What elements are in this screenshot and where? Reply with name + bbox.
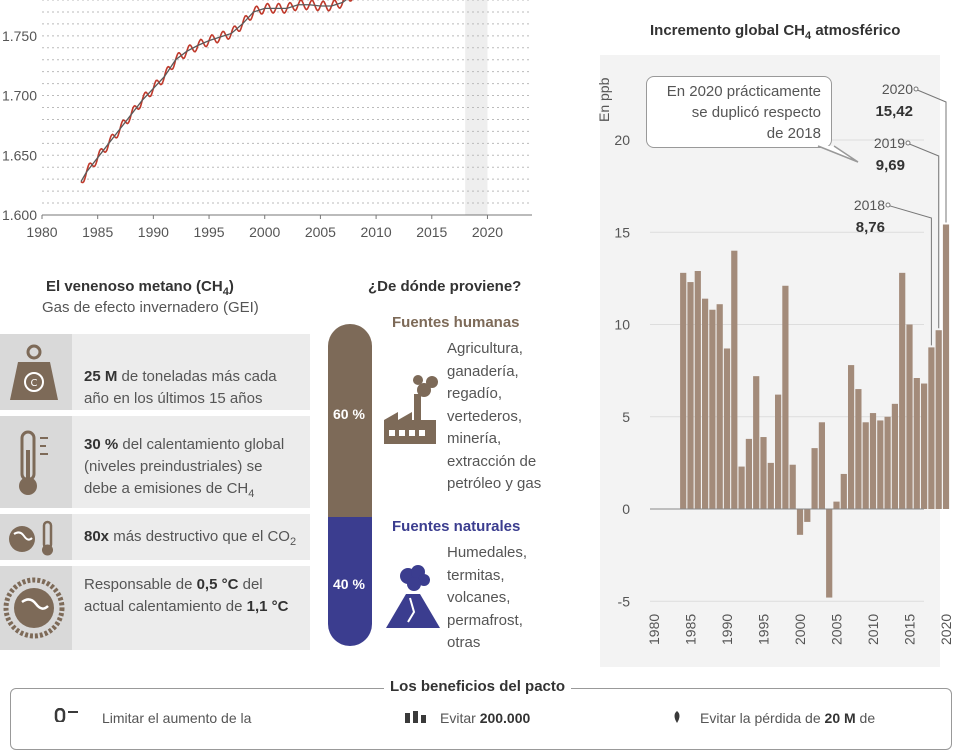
- x-tick-label: 2015: [901, 613, 918, 645]
- bar-2000: [797, 509, 803, 535]
- bar-2008: [855, 389, 861, 509]
- leader-dot-2019: [906, 141, 910, 145]
- bar-1989: [717, 304, 723, 509]
- bar-1994: [753, 376, 759, 509]
- x-tick-label: 2020: [938, 613, 954, 645]
- benefit-2-text: Evitar 200.000: [440, 710, 531, 726]
- methane-title-sub: 4: [222, 286, 229, 298]
- y-tick-label: 1.600: [1, 207, 37, 223]
- y-tick-label: 1.750: [1, 27, 37, 44]
- methane-title-suffix: ): [228, 278, 234, 295]
- bar-1998: [782, 286, 788, 509]
- annotation-bubble: [646, 76, 832, 148]
- bar-2012: [885, 417, 891, 509]
- fact-card-destructive: [0, 514, 310, 560]
- methane-subtitle: Gas de efecto invernadero (GEI): [42, 299, 259, 316]
- natural-sources-list: Humedales, termitas, volcanes, permafrost, otras: [447, 544, 528, 651]
- annotation-line-3: de 2018: [766, 125, 821, 142]
- x-tick-label: 2020: [471, 224, 504, 240]
- fact-responsible-text: Responsable de 0,5 °C del actual calentamiento de 1,1 °C: [84, 576, 289, 615]
- line-chart-grid: [42, 0, 532, 215]
- bar-2003: [819, 422, 825, 509]
- bar-1987: [702, 299, 708, 509]
- bar-chart-title-suffix: atmosférico: [811, 22, 901, 39]
- factory-icon: [384, 372, 440, 451]
- thermometer-icon: [0, 416, 72, 508]
- x-tick-label: 1995: [193, 224, 225, 240]
- crop-icon: [670, 710, 684, 728]
- bar-1988: [709, 310, 715, 509]
- bar-2019: [936, 330, 942, 509]
- thermometer-small-icon: [54, 708, 80, 727]
- bar-2001: [804, 509, 810, 522]
- bar-2005: [833, 502, 839, 509]
- fact-card-warming-share: [0, 416, 310, 508]
- bar-1990: [724, 348, 730, 509]
- x-tick-label: 1995: [755, 613, 772, 645]
- y-tick-label: 1.700: [1, 87, 37, 104]
- fact-card-responsible: [0, 566, 310, 650]
- bar-1992: [739, 467, 745, 509]
- bar-1991: [731, 251, 737, 509]
- benefit-1-text: Limitar el aumento de la: [102, 710, 252, 726]
- x-tick-label: 2005: [828, 613, 845, 645]
- bar-2017: [921, 384, 927, 509]
- data-label-year-2018: 2018: [853, 197, 885, 213]
- x-tick-label: 1985: [82, 224, 114, 240]
- bar-2002: [812, 448, 818, 509]
- x-tick-label: 2015: [416, 224, 448, 240]
- bar-2013: [892, 404, 898, 509]
- x-tick-label: 2000: [249, 224, 281, 240]
- annotation-line-2: se duplicó respecto: [691, 104, 821, 121]
- bar-1993: [746, 439, 752, 509]
- y-tick-label: 15: [614, 224, 630, 241]
- bar-2009: [863, 422, 869, 509]
- sources-capsule: [328, 324, 372, 646]
- data-label-year-2020: 2020: [881, 81, 913, 97]
- bar-chart-title-sub: 4: [805, 30, 812, 42]
- bar-chart-title-text: Incremento global CH: [650, 22, 806, 39]
- bar-2006: [841, 474, 847, 509]
- fact-destructive-text: 80x más destructivo que el $CO_2$: [84, 528, 297, 548]
- data-label-value-2018: 8,76: [855, 219, 885, 236]
- bar-2016: [914, 378, 920, 509]
- annotation-pointer: [810, 140, 870, 170]
- y-tick-label: 1.650: [1, 147, 37, 164]
- methane-title: [46, 278, 234, 298]
- leader-dot-2020: [914, 87, 918, 91]
- x-tick-label: 2005: [304, 224, 336, 240]
- bar-1996: [768, 463, 774, 509]
- bar-1995: [760, 437, 766, 509]
- bar-2020: [943, 225, 949, 509]
- methane-title-text: El venenoso metano (CH: [46, 278, 223, 295]
- y-tick-label: 5: [622, 408, 630, 425]
- volcano-icon: [386, 564, 442, 635]
- human-sources-list: Agricultura, ganadería, regadío, vertederos, minería, extracción de petróleo y gas: [447, 340, 542, 492]
- benefits-title: Los beneficios del pacto: [384, 678, 571, 695]
- methane-concentration-line-chart: [0, 0, 560, 250]
- sources-title: ¿De dónde proviene?: [368, 278, 522, 295]
- bar-2018: [928, 347, 934, 509]
- bar-1985: [687, 282, 693, 509]
- fact-warming-text: 30 % del calentamiento global (niveles preindustriales) se debe a emisiones de $CH_4$: [84, 436, 285, 500]
- natural-percent: 40 %: [333, 576, 365, 592]
- x-tick-label: 1980: [26, 224, 58, 240]
- y-tick-label: -5: [617, 593, 630, 610]
- bar-1997: [775, 395, 781, 509]
- x-tick-label: 1985: [682, 613, 699, 645]
- leader-dot-2018: [886, 203, 890, 207]
- globe-thermometer-icon: [0, 514, 72, 560]
- data-label-value-2019: 9,69: [875, 157, 905, 174]
- series-trend-line: [81, 0, 365, 182]
- bar-chart-ylabel: En ppb: [596, 77, 612, 122]
- x-tick-label: 1980: [646, 613, 662, 645]
- bar-2014: [899, 273, 905, 509]
- data-label-value-2020: 15,42: [875, 103, 913, 120]
- fact-emissions-text: 25 M de toneladas más cada año en los últimos 15 años: [84, 368, 277, 407]
- x-tick-label: 2010: [360, 224, 392, 240]
- natural-sources-title: Fuentes naturales: [392, 518, 521, 535]
- bar-1984: [680, 273, 686, 509]
- bar-2004: [826, 509, 832, 598]
- benefit-3-text: Evitar la pérdida de 20 M de: [700, 710, 876, 726]
- bar-1986: [695, 271, 701, 509]
- fact-card-emissions: [0, 334, 310, 410]
- y-tick-label: 10: [614, 316, 630, 333]
- bar-1999: [790, 465, 796, 509]
- data-label-year-2019: 2019: [873, 135, 905, 151]
- people-icon: [404, 710, 428, 728]
- y-tick-label: 20: [614, 132, 630, 148]
- bar-2007: [848, 365, 854, 509]
- x-tick-label: 1990: [137, 224, 169, 240]
- y-tick-label: 0: [622, 501, 630, 517]
- bar-2011: [877, 420, 883, 509]
- x-tick-label: 2010: [865, 613, 881, 645]
- bar-2010: [870, 413, 876, 509]
- human-percent: 60 %: [333, 406, 365, 422]
- bar-2015: [906, 325, 912, 510]
- earth-icon: [0, 566, 72, 650]
- x-tick-label: 2000: [792, 613, 808, 645]
- annotation-line-1: En 2020 prácticamente: [666, 83, 821, 100]
- human-sources-title: Fuentes humanas: [392, 314, 520, 331]
- x-tick-label: 1990: [719, 613, 735, 645]
- weight-icon: [0, 334, 72, 410]
- svg-text:C: C: [30, 378, 38, 389]
